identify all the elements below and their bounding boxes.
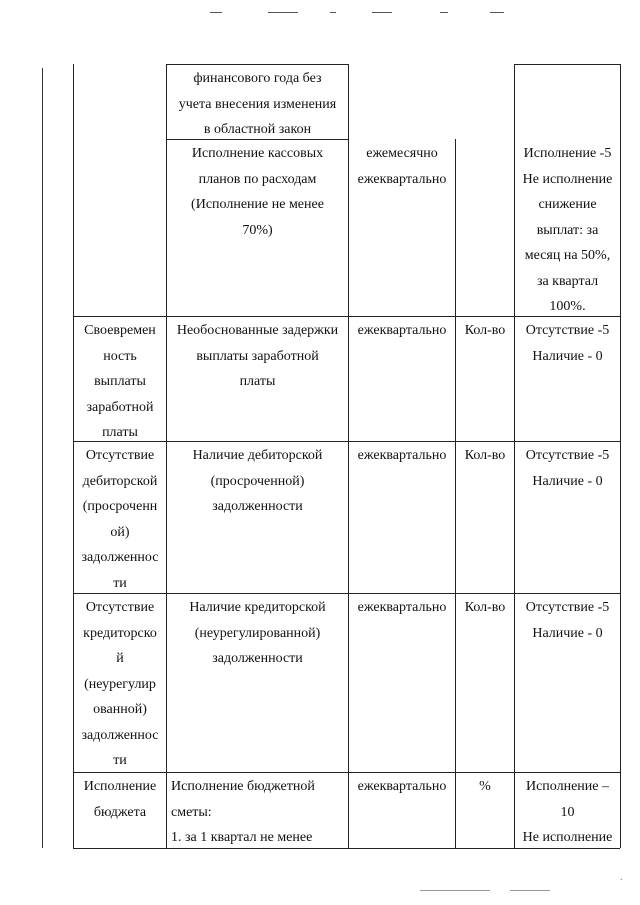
period-cell: ежеквартально — [357, 448, 447, 463]
period-cell: ежемесячно ежеквартально — [357, 146, 447, 187]
row-line — [514, 64, 620, 65]
unit-cell: Кол-во — [464, 600, 506, 615]
indicator-cell: Наличие кредиторской (неурегулированной) задолженности — [189, 600, 326, 666]
indicator-cell: Необоснованные задержки выплаты заработной платы — [176, 323, 339, 389]
indicator-cell: Исполнение бюджетной сметы: 1. за 1 квартал не менее — [171, 779, 315, 845]
unit-cell: % — [479, 779, 491, 794]
indicator-cell: Исполнение кассовых планов по расходам (Исполнение не менее 70%) — [191, 146, 324, 238]
indicator-cell: Наличие дебиторской (просроченной) задолженности — [192, 448, 323, 514]
unit-cell: Кол-во — [464, 448, 506, 463]
criterion-cell: Своевремен ность выплаты заработной платы — [84, 323, 156, 440]
unit-cell: Кол-во — [464, 323, 506, 338]
criterion-cell: Отсутствие дебиторской (просроченн ой) задолженнос ти — [81, 448, 159, 591]
col-line — [455, 139, 456, 848]
score-cell: Отсутствие -5 Наличие - 0 — [525, 323, 610, 364]
period-cell: ежеквартально — [357, 779, 447, 794]
scan-corner-mark: . — [620, 872, 623, 883]
score-cell: Исполнение – 10 Не исполнение — [522, 779, 613, 845]
criterion-cell: Исполнение бюджета — [83, 779, 157, 820]
score-cell: Отсутствие -5 Наличие - 0 — [525, 448, 610, 489]
score-cell: Отсутствие -5 Наличие - 0 — [525, 600, 610, 641]
period-cell: ежеквартально — [357, 600, 447, 615]
criterion-cell: Отсутствие кредиторско й (неурегулир ованной) задолженнос ти — [81, 600, 159, 768]
score-cell: Исполнение -5 Не исполнение снижение выплат: за месяц на 50%, за квартал 100%. — [522, 146, 613, 314]
indicator-cell: финансового года без учета внесения изменения в областной закон — [178, 71, 337, 137]
period-cell: ежеквартально — [357, 323, 447, 338]
col-line — [620, 64, 621, 848]
